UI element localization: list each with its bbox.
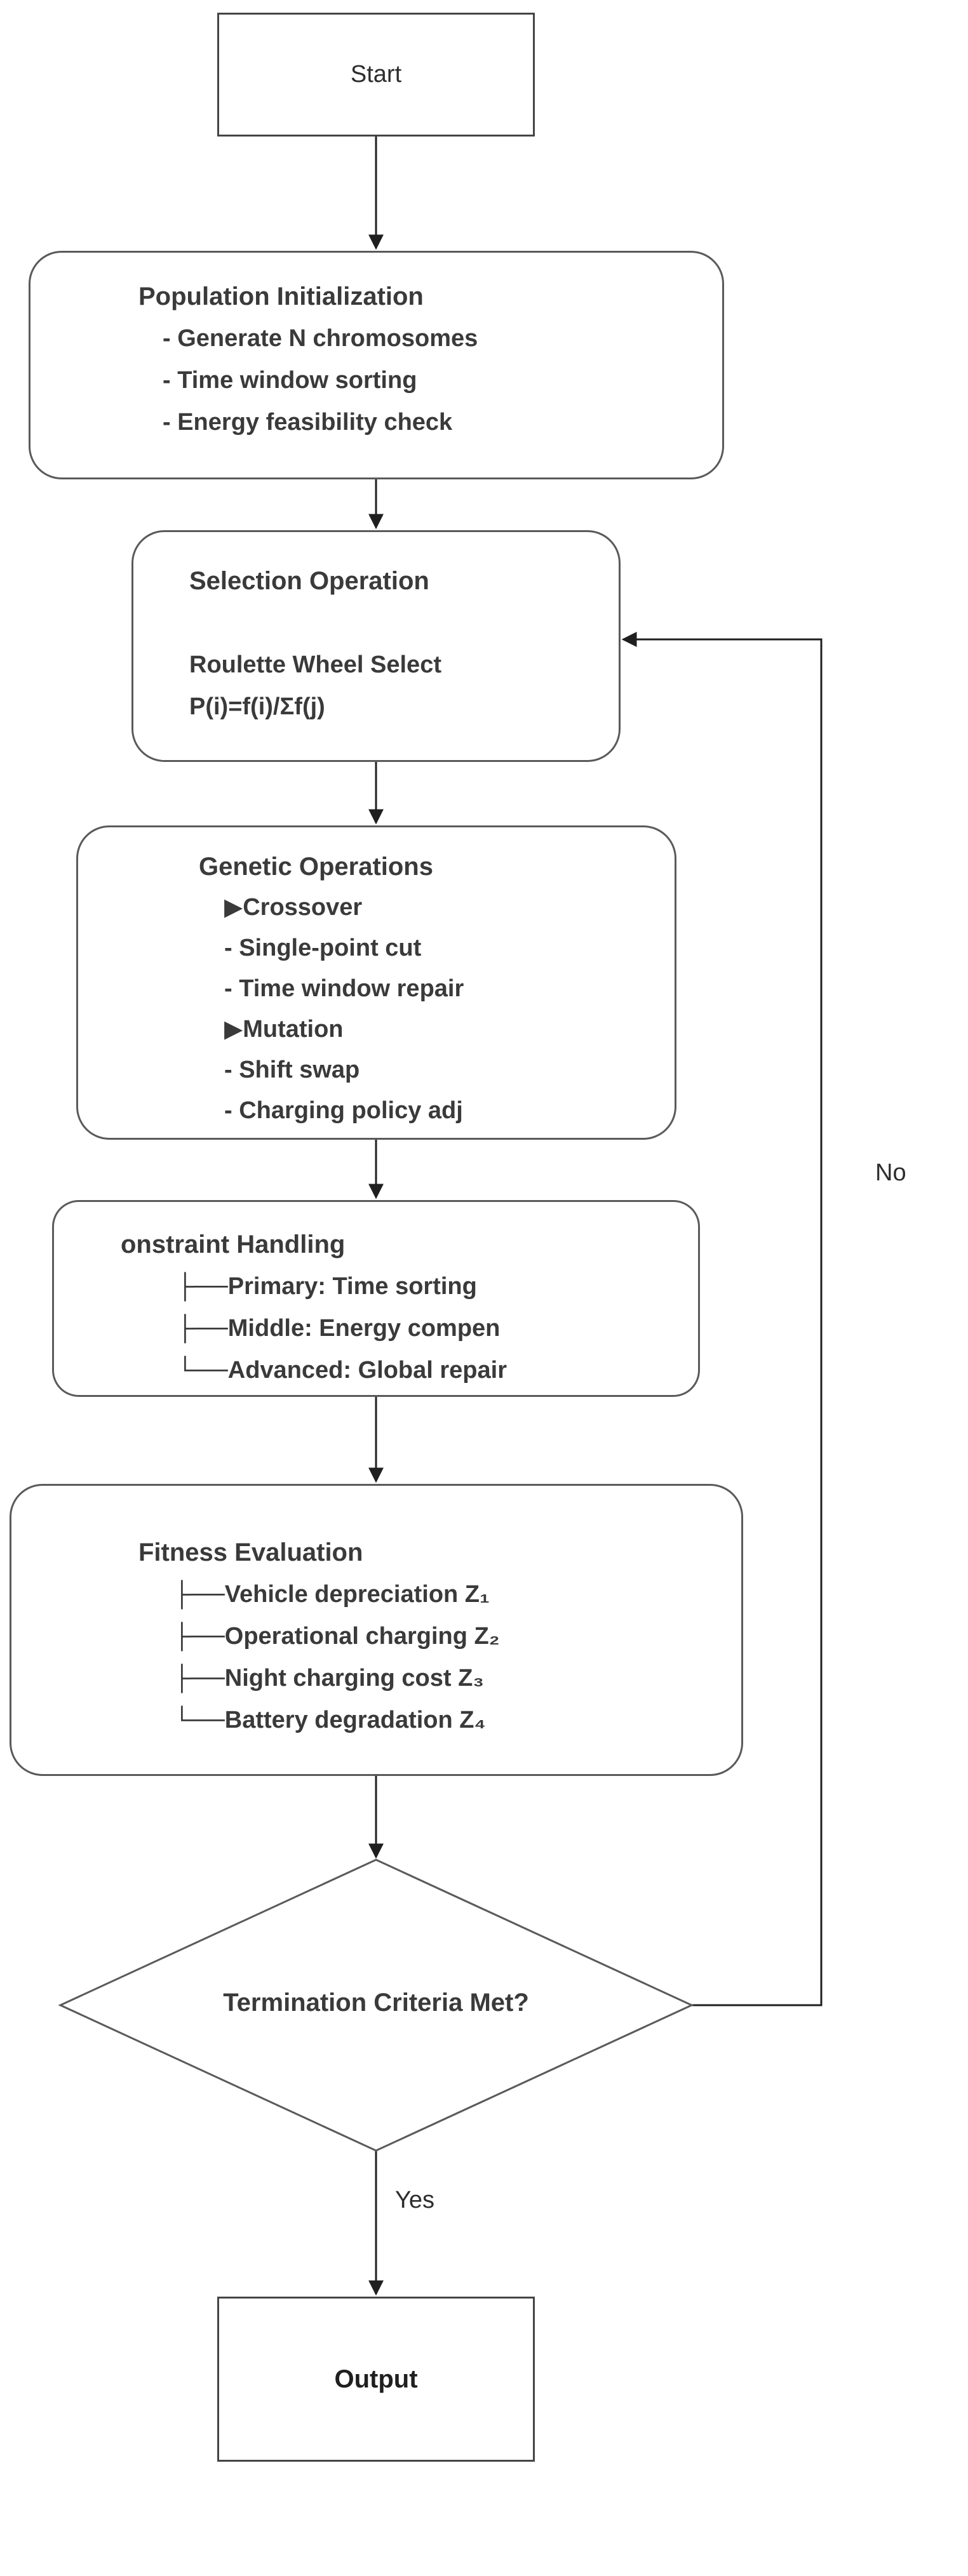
genetic-item: ▶Crossover: [224, 894, 363, 921]
genetic-item: ▶Mutation: [224, 1016, 344, 1043]
genetic-item: - Time window repair: [224, 975, 464, 1002]
edge-label-yes: Yes: [395, 2187, 434, 2213]
population-item: - Energy feasibility check: [163, 409, 453, 436]
selection-title: Selection Operation: [189, 567, 429, 595]
node-selection-operation: [131, 530, 621, 762]
population-item: - Generate N chromosomes: [163, 325, 478, 352]
constraint-item: ├──Middle: Energy compen: [177, 1315, 501, 1342]
fitness-title: Fitness Evaluation: [138, 1538, 363, 1566]
start-label: Start: [350, 61, 402, 88]
fitness-item: ├──Night charging cost Z₃: [173, 1665, 484, 1692]
genetic-item: - Shift swap: [224, 1057, 360, 1083]
node-constraint-handling: [52, 1200, 700, 1397]
constraint-title: onstraint Handling: [121, 1231, 346, 1258]
selection-item: Roulette Wheel Select: [189, 651, 441, 678]
fitness-item: ├──Operational charging Z₂: [173, 1623, 500, 1650]
node-fitness-evaluation: [10, 1484, 743, 1776]
selection-item: P(i)=f(i)/Σf(j): [189, 693, 325, 720]
node-genetic-operations: [76, 825, 676, 1140]
population-title: Population Initialization: [138, 283, 424, 310]
decision-label: Termination Criteria Met?: [223, 1989, 529, 2017]
population-item: - Time window sorting: [163, 367, 417, 394]
node-start: [217, 13, 535, 137]
genetic-item: - Single-point cut: [224, 935, 422, 961]
genetic-title: Genetic Operations: [199, 853, 433, 881]
fitness-item: └──Battery degradation Z₄: [173, 1707, 486, 1733]
constraint-item: └──Advanced: Global repair: [177, 1357, 507, 1384]
constraint-item: ├──Primary: Time sorting: [177, 1273, 477, 1300]
edge-label-no: No: [875, 1159, 906, 1186]
genetic-item: - Charging policy adj: [224, 1097, 463, 1124]
node-output: [217, 2297, 535, 2462]
selection-item: [189, 602, 606, 644]
fitness-item: ├──Vehicle depreciation Z₁: [173, 1581, 490, 1608]
node-population-initialization: [29, 251, 724, 479]
output-label: Output: [334, 2365, 418, 2393]
